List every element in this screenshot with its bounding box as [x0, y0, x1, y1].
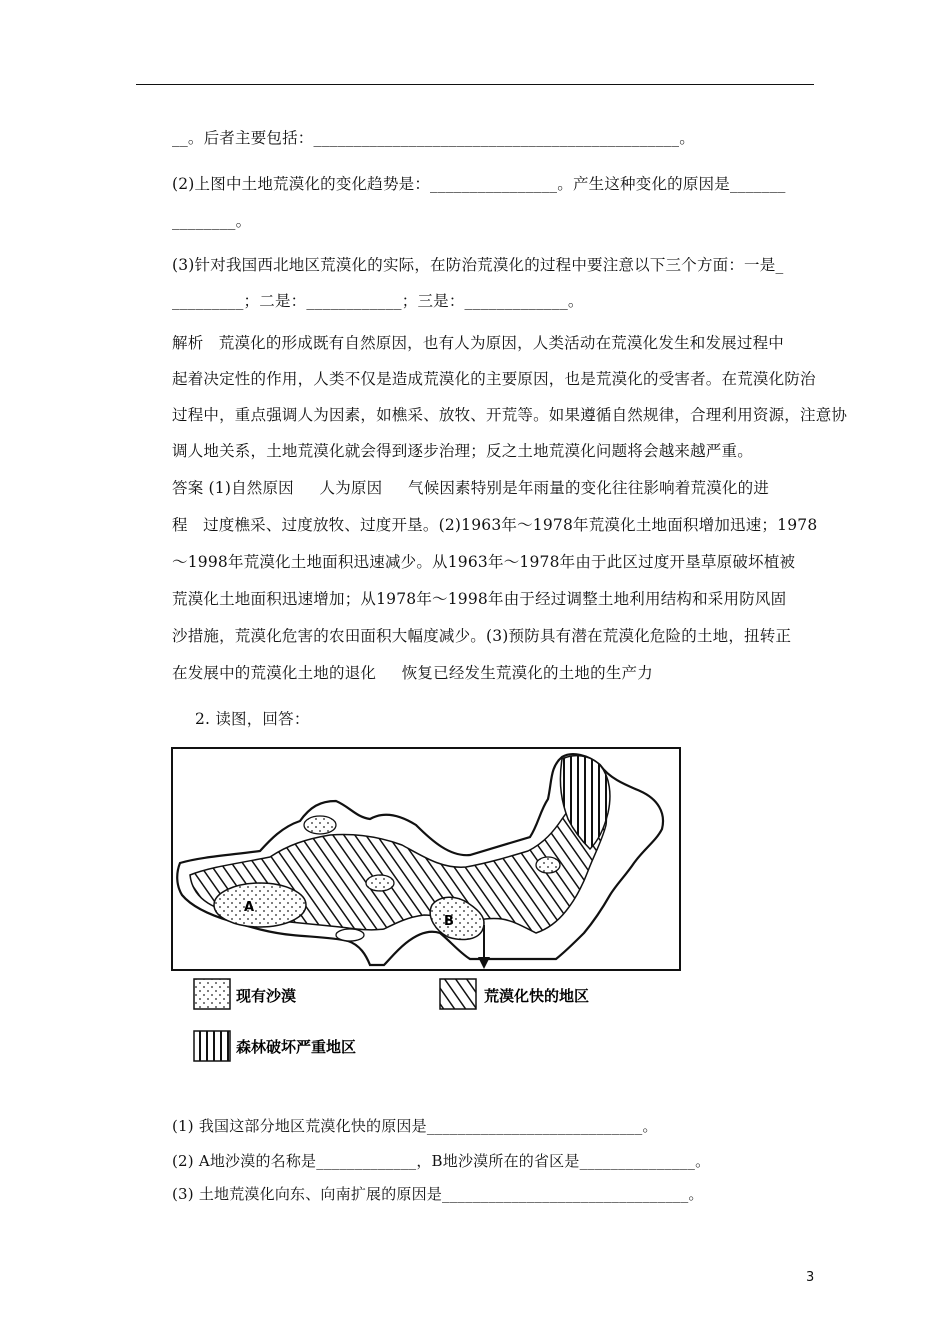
legend-fast-swatch [440, 979, 476, 1009]
text-line: 沙措施，荒漠化危害的农田面积大幅度减少。(3)预防具有潜在荒漠化危险的土地，扭转正 [172, 627, 792, 645]
label-b: B [444, 914, 454, 929]
text-line: 荒漠化土地面积迅速增加；从1978年～1998年由于经过调整土地利用结构和采用防风固 [172, 590, 787, 608]
desertification-map [170, 745, 684, 1071]
desert-small-4 [336, 929, 364, 941]
question-1: (1) 我国这部分地区荒漠化快的原因是____________________________。 [172, 1117, 658, 1135]
text-line: 在发展中的荒漠化土地的退化 恢复已经发生荒漠化的土地的生产力 [172, 664, 653, 682]
text-line: 程 过度樵采、过度放牧、过度开垦。(2)1963年～1978年荒漠化土地面积增加迅速；1978 [172, 516, 818, 534]
label-a: A [244, 900, 255, 915]
header-rule [136, 84, 814, 85]
text-line: 答案 (1)自然原因 人为原因 气候因素特别是年雨量的变化往往影响着荒漠化的进 [172, 479, 770, 497]
text-line: 调人地关系，土地荒漠化就会得到逐步治理；反之土地荒漠化问题将会越来越严重。 [172, 442, 753, 460]
desert-small-2 [366, 875, 394, 891]
text-line: ________。 [172, 212, 252, 230]
desert-a [214, 883, 306, 927]
text-line: 过程中，重点强调人为因素，如樵采、放牧、开荒等。如果遵循自然规律，合理利用资源，注意协 [172, 406, 848, 424]
legend-forest-swatch [194, 1031, 230, 1061]
text-line: (2)上图中土地荒漠化的变化趋势是：________________。产生这种变化的原因是_______ [172, 175, 786, 193]
desert-small-3 [536, 857, 560, 873]
text-line: 解析 荒漠化的形成既有自然原因，也有人为原因，人类活动在荒漠化发生和发展过程中 [172, 334, 784, 352]
text-line: __。后者主要包括：______________________________________________。 [172, 129, 695, 147]
question-2: (2) A地沙漠的名称是_____________，B地沙漠所在的省区是_______________。 [172, 1152, 711, 1170]
question-3: (3) 土地荒漠化向东、向南扩展的原因是________________________________。 [172, 1185, 704, 1203]
text-line: (3)针对我国西北地区荒漠化的实际，在防治荒漠化的过程中要注意以下三个方面：一是_ [172, 256, 784, 274]
page-number: 3 [806, 1270, 815, 1285]
text-line: _________；二是：____________；三是：_____________。 [172, 292, 584, 310]
desert-small-1 [304, 816, 336, 834]
text-line: 起着决定性的作用，人类不仅是造成荒漠化的主要原因，也是荒漠化的受害者。在荒漠化防治 [172, 370, 816, 388]
legend-forest-label: 森林破坏严重地区 [236, 1038, 357, 1056]
legend-desert-swatch [194, 979, 230, 1009]
legend-fast-label: 荒漠化快的地区 [484, 987, 590, 1005]
question-2-title: 2. 读图，回答： [195, 710, 310, 728]
legend-desert-label: 现有沙漠 [236, 987, 297, 1005]
text-line: ～1998年荒漠化土地面积迅速减少。从1963年～1978年由于此区过度开垦草原破坏植被 [172, 553, 796, 571]
